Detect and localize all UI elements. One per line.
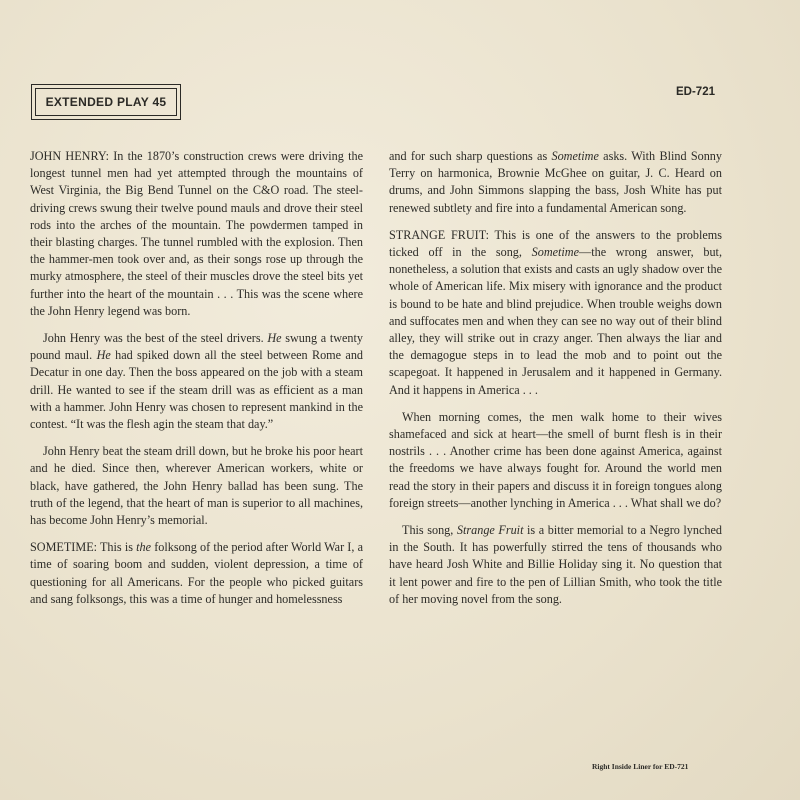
text-span: is a bitter memorial to a Negro lynched in the South. It has powerfully stirred the tens of thousands who have heard Josh White and Billie Holiday sing it. No question that it lent power and fire to the pen of Lillian Smith, who took the title of her moving novel from the song. <box>389 523 723 606</box>
italic-text-span: the <box>136 540 152 555</box>
text-span: When morning comes, the men walk home to their wives shamefaced and sick at heart—the smell of burnt flesh is in their nostrils . . . Another crime has been done against America, against the freedoms we have always fought for. Around the world men read the story in their papers and discuss it in foreign tongues along foreign streets—another lynching in America . . . What shall we do? <box>389 409 722 510</box>
text-span: —the wrong answer, but, nonetheless, a solution that exists and casts an ugly shadow over the whole of American life. Mix misery with ignorance and the product is bound to be hate and blind prejudice. When trouble weighs down and suffocates men and when they can see no way out of their blind alley, they will strike out in crazy anger. Then always the liar and the demagogue steps in to lead the mob and to point out the scapegoat. It happened in Jerusalem and it happened in Germany. And it happens in America . . . <box>389 245 722 397</box>
italic-text-span: He <box>96 348 111 363</box>
text-span: had spiked down all the steel between Rome and Decatur in one day. Then the boss appeared on the job with a steam drill. He wanted to see if the steam drill was as efficient as a man with a hammer. John Henry was chosen to represent mankind in the contest. “It was the flesh agin the steam that day.” <box>30 348 364 432</box>
extended-play-badge <box>31 84 181 120</box>
text-span: John Henry beat the steam drill down, but he broke his poor heart and he died. Since then, wherever American workers, white or black, have gathered, the John Henry ballad has been sung. The truth of the legend, that the heart of man is superior to all machines, has become John Henry’s memorial. <box>30 444 363 528</box>
catalog-number: ED-721 <box>676 86 715 98</box>
text-span: and for such sharp questions as <box>389 149 552 163</box>
john-henry-steel-driver-paragraph <box>30 330 363 433</box>
italic-text-span: Sometime <box>531 245 580 260</box>
italic-text-span: Sometime <box>551 149 599 163</box>
text-span: STRANGE FRUIT: This is one of the answers to the problems ticked off in the song, <box>389 227 722 260</box>
liner-note-footer: Right Inside Liner for ED-721 <box>592 762 689 771</box>
john-henry-intro-paragraph <box>30 148 363 320</box>
sometime-paragraph-continued <box>389 148 722 217</box>
morning-comes-paragraph <box>389 409 722 512</box>
text-span: This song, <box>402 523 457 538</box>
text-span: swung a twenty pound maul. <box>30 331 363 363</box>
text-span: JOHN HENRY: In the 1870’s construction crews were driving the longest tunnel men had yet attempted through the mountains of West Virginia, the Big Bend Tunnel on the C&O road. The steel-driving crews swung their twelve pound mauls and drove their steel rods into the arches of the mountain. The powdermen tamped in their blasting charges. The tunnel rumbled with the explosion. Then the hammer-men took over and, as their songs rose up through the murky atmosphere, the steel of their muscles drove the steel bits yet further into the heart of the mountain . . . This was the scene where the John Henry legend was born. <box>30 149 363 318</box>
text-span: asks. With Blind Sonny Terry on harmonica, Brownie McGhee on guitar, J. C. Heard on drums, and John Simmons slapping the bass, Josh White has put renewed subtlety and fire into a fundamental American song. <box>389 149 722 215</box>
italic-text-span: Strange Fruit <box>456 523 524 538</box>
text-span: SOMETIME: This is <box>30 540 137 555</box>
text-span: John Henry was the best of the steel drivers. <box>43 331 268 346</box>
strange-fruit-memorial-paragraph <box>389 522 722 608</box>
left-column <box>30 148 363 618</box>
badge-label: EXTENDED PLAY 45 <box>35 88 177 116</box>
text-span: folksong of the period after World War I, a time of soaring boom and sudden, violent depression, a time of questioning for all Americans. For the people who picked guitars and sang folksongs, this was a time of hunger and homelessness <box>30 540 363 606</box>
strange-fruit-paragraph <box>389 227 722 399</box>
john-henry-memorial-paragraph <box>30 443 363 529</box>
sometime-paragraph <box>30 539 363 608</box>
italic-text-span: He <box>267 331 282 346</box>
right-column <box>389 148 722 618</box>
